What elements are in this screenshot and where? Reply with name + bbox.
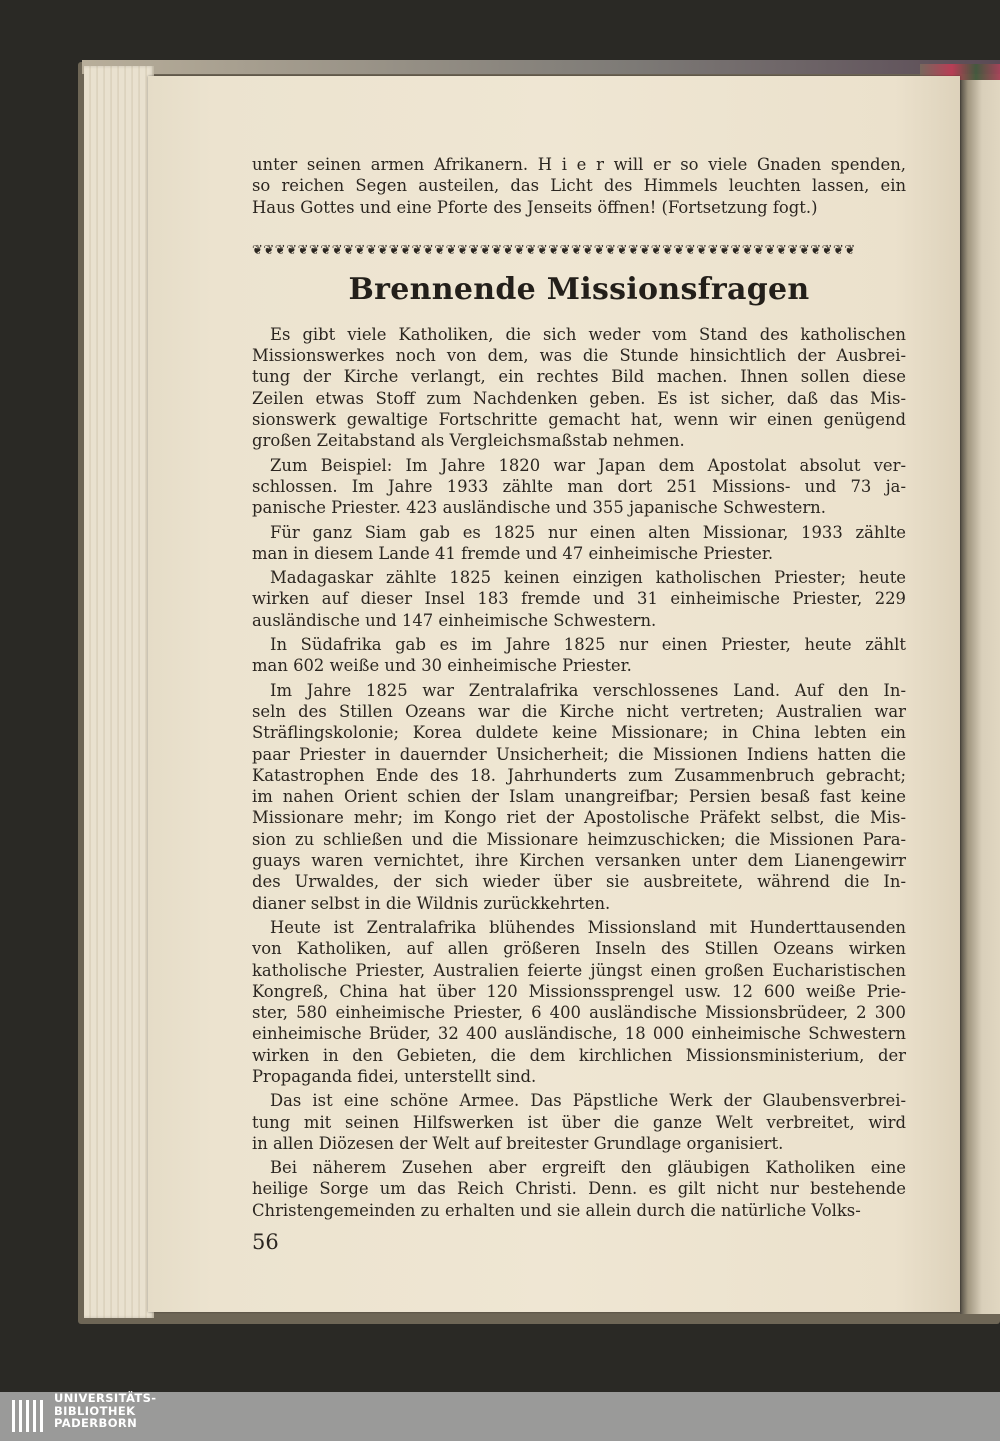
continuation-line: Haus Gottes und eine Pforte des Jenseits öffnen! (Fortsetzung fogt.) (252, 197, 818, 217)
paragraph-line: Christengemeinden zu erhalten und sie allein durch die natürliche Volks- (252, 1200, 861, 1220)
paragraph-line: großen Zeitabstand als Vergleichsmaßstab nehmen. (252, 431, 685, 451)
paragraph-line: dianer selbst in die Wildnis zurückkehrten. (252, 893, 611, 913)
article-title: Brennende Missionsfragen (348, 271, 810, 307)
paragraph-line: Katastrophen Ende des 18. Jahrhunderts zum Zusammenbruch gebracht; (252, 765, 906, 785)
paragraph-line: Im Jahre 1825 war Zentralafrika verschlossenes Land. Auf den In- (270, 680, 906, 700)
paragraph-line: In Südafrika gab es im Jahre 1825 nur einen Priester, heute zählt (270, 635, 906, 655)
paragraph-line: man in diesem Lande 41 fremde und 47 einheimische Priester. (252, 543, 774, 563)
library-name-line-2: BIBLIOTHEK (54, 1403, 136, 1418)
paragraph-line: von Katholiken, auf allen größeren Inseln des Stillen Ozeans wirken (252, 939, 906, 959)
paragraph-line: des Urwaldes, der sich wieder über sie ausbreitete, während die In- (252, 872, 906, 892)
library-name-line-3: PADERBORN (54, 1416, 138, 1430)
paragraph-line: wirken auf dieser Insel 183 fremde und 31 einheimische Priester, 229 (252, 589, 906, 609)
paragraph-line: in allen Diözesen der Welt auf breitester Grundlage organisiert. (252, 1133, 784, 1153)
library-name (54, 1392, 156, 1430)
article-paragraph (252, 455, 906, 519)
article-paragraph (252, 1090, 906, 1154)
paragraph-line: man 602 weiße und 30 einheimische Priester. (252, 656, 632, 676)
article-paragraph (252, 567, 906, 631)
page-content (252, 154, 906, 1224)
continuation-line: so reichen Segen austeilen, das Licht des Himmels leuchten lassen, ein (252, 176, 906, 196)
article-paragraph (252, 680, 906, 914)
paragraph-line: Sträflingskolonie; Korea duldete keine Missionare; in China lebten ein (252, 723, 906, 743)
book-cover-top-edge (82, 60, 1000, 74)
paragraph-line: Bei näherem Zusehen aber ergreift den gläubigen Katholiken eine (270, 1158, 906, 1178)
facing-page-edge (960, 80, 1000, 1314)
article-paragraph (252, 917, 906, 1087)
library-logo-icon (10, 1396, 48, 1436)
article-body (252, 324, 906, 1221)
paragraph-line: Für ganz Siam gab es 1825 nur einen alten Missionar, 1933 zählte (270, 522, 906, 542)
paragraph-line: Madagaskar zählte 1825 keinen einzigen katholischen Priester; heute (270, 568, 906, 588)
ornament-divider: ❦❦❦❦❦❦❦❦❦❦❦❦❦❦❦❦❦❦❦❦❦❦❦❦❦❦❦❦❦❦❦❦❦❦❦❦❦❦❦❦❦❦❦❦❦❦❦❦❦❦❦❦❦ (252, 242, 856, 258)
paragraph-line: Das ist eine schöne Armee. Das Päpstliche Werk der Glaubensverbrei- (270, 1091, 906, 1111)
page-number: 56 (252, 1230, 279, 1254)
paragraph-line: Es gibt viele Katholiken, die sich weder vom Stand des katholischen (270, 324, 906, 344)
paragraph-line: katholische Priester, Australien feierte jüngst einen großen Eucharistischen (252, 960, 906, 980)
paragraph-line: sionswerk gewaltige Fortschritte gemacht hat, wenn wir einen genügend (252, 410, 906, 430)
paragraph-line: Heute ist Zentralafrika blühendes Missionsland mit Hunderttausenden (270, 917, 906, 937)
paragraph-line: Zum Beispiel: Im Jahre 1820 war Japan dem Apostolat absolut ver- (270, 455, 906, 475)
paragraph-line: ausländische und 147 einheimische Schwestern. (252, 610, 657, 630)
library-name-line-1: UNIVERSITÄTS- (54, 1391, 157, 1405)
paragraph-line: sion zu schließen und die Missionare heimzuschicken; die Missionen Para- (252, 829, 906, 849)
page-edges (84, 66, 154, 1318)
paragraph-line: paar Priester in dauernder Unsicherheit; die Missionen Indiens hatten die (252, 744, 906, 764)
paragraph-line: ster, 580 einheimische Priester, 6 400 ausländische Missionsbrüdeer, 2 300 (252, 1003, 906, 1023)
paragraph-line: panische Priester. 423 ausländische und 355 japanische Schwestern. (252, 498, 826, 518)
continuation-text (252, 154, 906, 218)
paragraph-line: Missionswerkes noch von dem, was die Stunde hinsichtlich der Ausbrei- (252, 346, 906, 366)
paragraph-line: wirken in den Gebieten, die dem kirchlichen Missionsministerium, der (252, 1045, 906, 1065)
paragraph-line: Missionare mehr; im Kongo riet der Apostolische Präfekt selbst, die Mis- (252, 808, 906, 828)
article-paragraph (252, 1157, 906, 1221)
paragraph-line: guays waren vernichtet, ihre Kirchen versanken unter dem Lianengewirr (252, 851, 906, 871)
paragraph-line: tung mit seinen Hilfswerken ist über die ganze Welt verbreitet, wird (252, 1112, 906, 1132)
paragraph-line: schlossen. Im Jahre 1933 zählte man dort 251 Missions- und 73 ja- (252, 476, 906, 496)
article-paragraph (252, 324, 906, 452)
paragraph-line: tung der Kirche verlangt, ein rechtes Bild machen. Ihnen sollen diese (252, 367, 906, 387)
continuation-line: unter seinen armen Afrikanern. H i e r will er so viele Gnaden spenden, (252, 155, 906, 174)
paragraph-line: seln des Stillen Ozeans war die Kirche nicht vertreten; Australien war (252, 701, 906, 721)
paragraph-line: Zeilen etwas Stoff zum Nachdenken geben. Es ist sicher, daß das Mis- (252, 388, 906, 408)
paragraph-line: im nahen Orient schien der Islam unangreifbar; Persien besaß fast keine (252, 787, 906, 807)
paragraph-line: heilige Sorge um das Reich Christi. Denn. es gilt nicht nur bestehende (252, 1179, 906, 1199)
article-paragraph (252, 634, 906, 677)
paragraph-line: Kongreß, China hat über 120 Missionssprengel usw. 12 600 weiße Prie- (252, 981, 906, 1001)
paragraph-line: einheimische Brüder, 32 400 ausländische, 18 000 einheimische Schwestern (252, 1024, 906, 1044)
paragraph-line: Propaganda fidei, unterstellt sind. (252, 1066, 537, 1086)
article-paragraph (252, 522, 906, 565)
